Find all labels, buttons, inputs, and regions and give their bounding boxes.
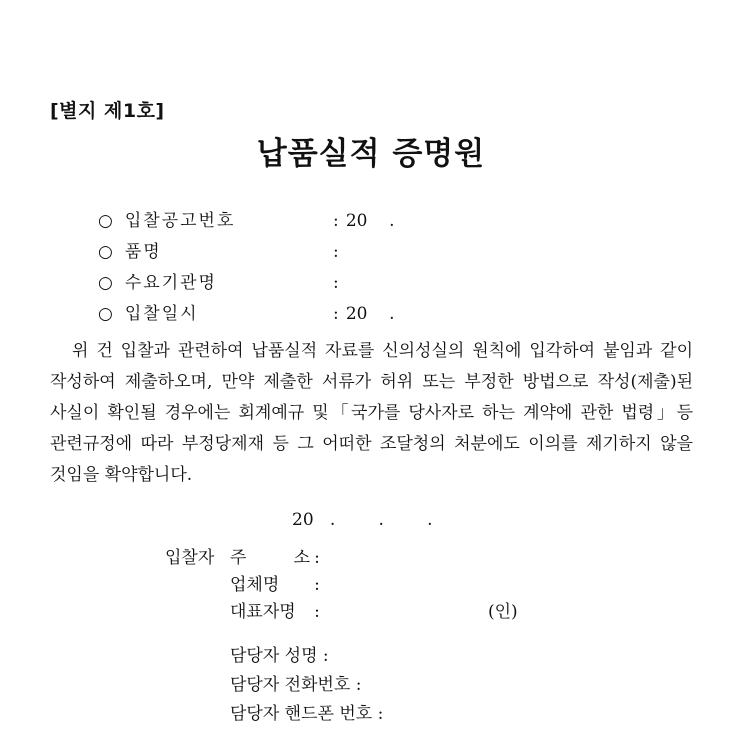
bidder-address-row — [165, 545, 518, 572]
form-number: [별지 제1호] — [50, 100, 165, 122]
bidder-company-row — [165, 572, 518, 599]
contact-block — [230, 642, 383, 729]
bidder-block — [165, 545, 518, 626]
contact-phone-row: 담당자 전화번호 : — [230, 675, 362, 695]
pledge-paragraph: 위 건 입찰과 관련하여 납품실적 자료를 신의성실의 원칙에 입각하여 붙임과 같이 작성하여 제출하오며, 만약 제출한 서류가 허위 또는 부정한 방법으로 작성(제출)된 사실이 확인될 경우에는 회계예규 및「국가를 당사자로 하는 계약에 관한 법령」등 관련규정에 따라 부정당제재 등 그 어떠한 조달청의 처분에도 이의를 제기하지 않을 것임을 확약합니다. — [50, 341, 693, 485]
info-colon: : — [332, 211, 339, 231]
info-label: 입찰공고번호 — [124, 211, 236, 231]
contact-mobile-row: 담당자 핸드폰 번호 : — [230, 704, 384, 724]
info-colon: : — [332, 242, 339, 262]
ceo-label: 대표자명 — [230, 602, 296, 622]
document-title: 납품실적 증명원 — [256, 136, 486, 172]
circle-bullet-icon: ○ — [98, 273, 113, 293]
info-label: 품명 — [124, 242, 162, 262]
info-label: 수요기관명 — [124, 273, 217, 293]
info-item-bid-datetime — [98, 299, 395, 330]
seal-mark: (인) — [488, 602, 518, 622]
circle-bullet-icon: ○ — [98, 211, 113, 231]
bid-info-list — [98, 206, 395, 330]
info-item-demand-agency — [98, 268, 395, 299]
info-item-bid-notice-number — [98, 206, 395, 237]
address-label: 주 소 — [230, 548, 310, 568]
bidder-prefix: 입찰자 — [165, 548, 215, 568]
contact-name-row: 담당자 성명 : — [230, 646, 329, 666]
info-colon: : — [332, 304, 339, 324]
circle-bullet-icon: ○ — [98, 242, 113, 262]
colon: : — [314, 548, 320, 568]
info-value: 20 . — [345, 304, 395, 324]
colon: : — [314, 602, 320, 622]
info-value: 20 . — [345, 211, 395, 231]
info-colon: : — [332, 273, 339, 293]
info-item-product-name — [98, 237, 395, 268]
colon: : — [314, 575, 320, 595]
company-label: 업체명 — [230, 575, 280, 595]
bidder-ceo-row — [165, 599, 518, 626]
circle-bullet-icon: ○ — [98, 304, 113, 324]
info-label: 입찰일시 — [124, 304, 199, 324]
date-line: 20 . . . — [292, 510, 433, 530]
